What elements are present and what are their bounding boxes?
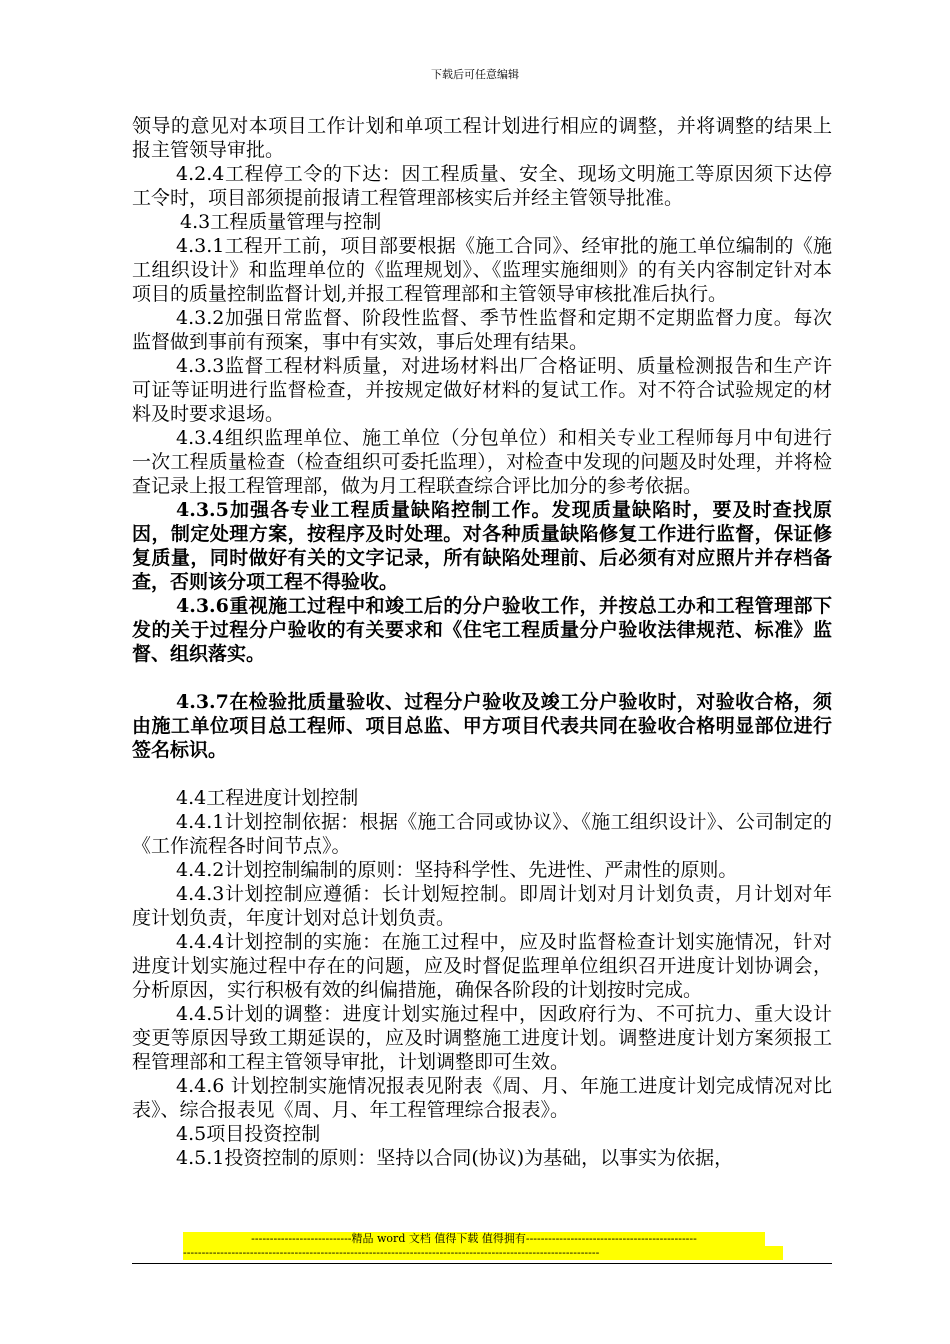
paragraph-4-3-2: 4.3.2加强日常监督、阶段性监督、季节性监督和定期不定期监督力度。每次监督做到事前有预案，事中有实效，事后处理有结果。 — [132, 307, 832, 353]
blank-line — [132, 762, 832, 786]
page-header-note: 下载后可任意编辑 — [431, 68, 519, 81]
paragraph-4-3-1: 4.3.1工程开工前，项目部要根据《施工合同》、经审批的施工单位编制的《施工组织设计》和监理单位的《监理规划》、《监理实施细则》的有关内容制定针对本项目的质量控制监督计划,并报工程管理部和主管领导审核批准后执行。 — [132, 235, 832, 305]
section-heading-4-5: 4.5项目投资控制 — [176, 1123, 321, 1145]
paragraph: 领导的意见对本项目工作计划和单项工程计划进行相应的调整，并将调整的结果上报主管领导审批。 — [132, 115, 832, 161]
paragraph-4-3-7: 4.3.7在检验批质量验收、过程分户验收及竣工分户验收时，对验收合格，须由施工单位项目总工程师、项目总监、甲方项目代表共同在验收合格明显部位进行签名标识。 — [132, 691, 832, 761]
footer-dashed-line: ---------------------------------------------------------------------------------------------------------------- — [183, 1246, 783, 1260]
document-body — [132, 114, 832, 1170]
paragraph-4-3-3: 4.3.3监督工程材料质量，对进场材料出厂合格证明、质量检测报告和生产许可证等证明进行监督检查，并按规定做好材料的复试工作。对不符合试验规定的材料及时要求退场。 — [132, 355, 832, 425]
paragraph-4-2-4: 4.2.4工程停工令的下达：因工程质量、安全、现场文明施工等原因须下达停工令时，项目部须提前报请工程管理部核实后并经主管领导批准。 — [132, 163, 832, 209]
paragraph-4-4-2: 4.4.2计划控制编制的原则：坚持科学性、先进性、严肃性的原则。 — [176, 859, 738, 881]
blank-line — [132, 666, 832, 690]
paragraph-4-4-6: 4.4.6 计划控制实施情况报表见附表《周、月、年施工进度计划完成情况对比表》、综合报表见《周、月、年工程管理综合报表》。 — [132, 1075, 832, 1121]
paragraph-4-4-1: 4.4.1计划控制依据：根据《施工合同或协议》、《施工组织设计》、公司制定的《工作流程各时间节点》。 — [132, 811, 832, 857]
section-heading-4-4: 4.4工程进度计划控制 — [176, 787, 359, 809]
section-heading-4-3: 4.3工程质量管理与控制 — [180, 211, 382, 233]
footer-rule — [132, 1263, 832, 1264]
paragraph-4-4-3: 4.4.3计划控制应遵循：长计划短控制。即周计划对月计划负责，月计划对年度计划负责，年度计划对总计划负责。 — [132, 883, 832, 929]
paragraph-4-4-5: 4.4.5计划的调整：进度计划实施过程中，因政府行为、不可抗力、重大设计变更等原因导致工期延误的，应及时调整施工进度计划。调整进度计划方案须报工程管理部和工程主管领导审批，计划调整即可生效。 — [132, 1003, 832, 1073]
paragraph-4-3-5: 4.3.5加强各专业工程质量缺陷控制工作。发现质量缺陷时，要及时查找原因，制定处理方案，按程序及时处理。对各种质量缺陷修复工作进行监督，保证修复质量，同时做好有关的文字记录，所有缺陷处理前、后必须有对应照片并存档备查，否则该分项工程不得验收。 — [132, 499, 832, 593]
paragraph-4-5-1: 4.5.1投资控制的原则：坚持以合同(协议)为基础，以事实为依据， — [176, 1147, 734, 1169]
paragraph-4-4-4: 4.4.4计划控制的实施：在施工过程中，应及时监督检查计划实施情况，针对进度计划实施过程中存在的问题，应及时督促监理单位组织召开进度计划协调会，分析原因，实行积极有效的纠偏措施，确保各阶段的计划按时完成。 — [132, 931, 832, 1001]
paragraph-4-3-6: 4.3.6重视施工过程中和竣工后的分户验收工作，并按总工办和工程管理部下发的关于过程分户验收的有关要求和《住宅工程质量分户验收法律规范、标准》监督、组织落实。 — [132, 595, 832, 665]
footer-banner-line: ---------------------------精品 word 文档 值得下载 值得拥有---------------------------------------------- — [183, 1232, 765, 1246]
paragraph-4-3-4: 4.3.4组织监理单位、施工单位（分包单位）和相关专业工程师每月中旬进行一次工程质量检查（检查组织可委托监理），对检查中发现的问题及时处理，并将检查记录上报工程管理部，做为月工程联查综合评比加分的参考依据。 — [132, 427, 832, 497]
